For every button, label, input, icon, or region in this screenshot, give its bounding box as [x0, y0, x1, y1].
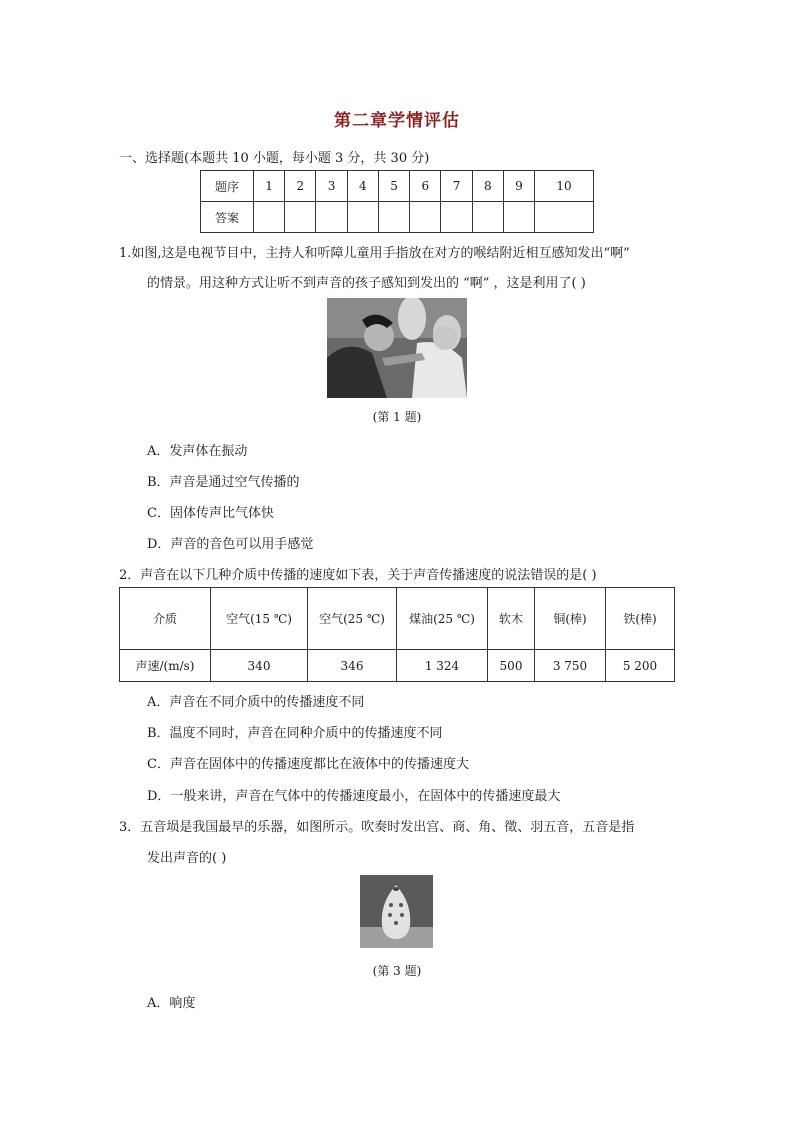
table-row — [201, 202, 594, 233]
answer-table — [200, 170, 594, 233]
table-row — [120, 650, 675, 682]
question-number: 3 — [316, 171, 347, 202]
option-d: D．一般来讲，声音在气体中的传播速度最小，在固体中的传播速度最大 — [147, 789, 561, 804]
answer-cell[interactable] — [472, 202, 503, 233]
answer-cell[interactable] — [285, 202, 316, 233]
xun-instrument-icon — [360, 875, 433, 948]
speed-table — [119, 587, 675, 682]
question-number: 10 — [535, 171, 594, 202]
answer-cell[interactable] — [347, 202, 378, 233]
table-cell: 1 324 — [397, 650, 488, 682]
table-cell: 346 — [308, 650, 397, 682]
answer-cell[interactable] — [535, 202, 594, 233]
answer-cell[interactable] — [441, 202, 472, 233]
option-a: A．响度 — [147, 996, 196, 1011]
photo-illustration-icon — [327, 298, 467, 398]
answer-cell[interactable] — [254, 202, 285, 233]
question-number: 2 — [285, 171, 316, 202]
question-1-photo — [327, 298, 467, 398]
option-a: A．发声体在振动 — [147, 444, 248, 459]
answer-cell[interactable] — [410, 202, 441, 233]
row-header: 题序 — [201, 171, 254, 202]
question-2-text: 2．声音在以下几种介质中传播的速度如下表，关于声音传播速度的说法错误的是( ) — [119, 568, 597, 583]
option-b: B．温度不同时，声音在同种介质中的传播速度不同 — [147, 726, 443, 741]
table-cell: 500 — [488, 650, 535, 682]
question-number: 6 — [410, 171, 441, 202]
table-cell: 5 200 — [606, 650, 675, 682]
question-3-caption: (第 3 题) — [372, 964, 422, 978]
question-number: 8 — [472, 171, 503, 202]
table-header-cell: 空气(15 ℃) — [211, 588, 308, 650]
question-1-text: 1.如图,这是电视节目中，主持人和听障儿童用手指放在对方的喉结附近相互感知发出“啊” — [119, 246, 630, 261]
question-1-text-cont: 的情景。用这种方式让听不到声音的孩子感知到发出的 “啊” ，这是利用了( ) — [147, 276, 586, 291]
table-header-cell: 软木 — [488, 588, 535, 650]
answer-cell[interactable] — [503, 202, 534, 233]
table-header-cell: 煤油(25 ℃) — [397, 588, 488, 650]
table-header-cell: 空气(25 ℃) — [308, 588, 397, 650]
table-cell: 声速/(m/s) — [120, 650, 211, 682]
option-a: A．声音在不同介质中的传播速度不同 — [147, 695, 365, 710]
option-b: B．声音是通过空气传播的 — [147, 475, 300, 490]
table-header-cell: 介质 — [120, 588, 211, 650]
section-heading: 一、选择题(本题共 10 小题，每小题 3 分，共 30 分) — [119, 151, 430, 166]
question-number: 9 — [503, 171, 534, 202]
question-3-text-cont: 发出声音的( ) — [147, 851, 227, 866]
row-header: 答案 — [201, 202, 254, 233]
option-d: D．声音的音色可以用手感觉 — [147, 537, 314, 552]
question-number: 5 — [378, 171, 409, 202]
table-row — [120, 588, 675, 650]
answer-cell[interactable] — [316, 202, 347, 233]
table-row — [201, 171, 594, 202]
question-number: 4 — [347, 171, 378, 202]
table-cell: 340 — [211, 650, 308, 682]
question-1-caption: (第 1 题) — [372, 410, 422, 424]
question-3-text: 3．五音埙是我国最早的乐器，如图所示。吹奏时发出宫、商、角、徵、羽五音，五音是指 — [119, 820, 635, 835]
table-header-cell: 铁(棒) — [606, 588, 675, 650]
question-3-photo — [360, 875, 433, 948]
question-number: 1 — [254, 171, 285, 202]
option-c: C．声音在固体中的传播速度都比在液体中的传播速度大 — [147, 757, 469, 772]
table-cell: 3 750 — [535, 650, 606, 682]
table-header-cell: 铜(棒) — [535, 588, 606, 650]
option-c: C．固体传声比气体快 — [147, 506, 274, 521]
question-number: 7 — [441, 171, 472, 202]
answer-cell[interactable] — [378, 202, 409, 233]
page-title: 第二章学情评估 — [334, 111, 460, 131]
